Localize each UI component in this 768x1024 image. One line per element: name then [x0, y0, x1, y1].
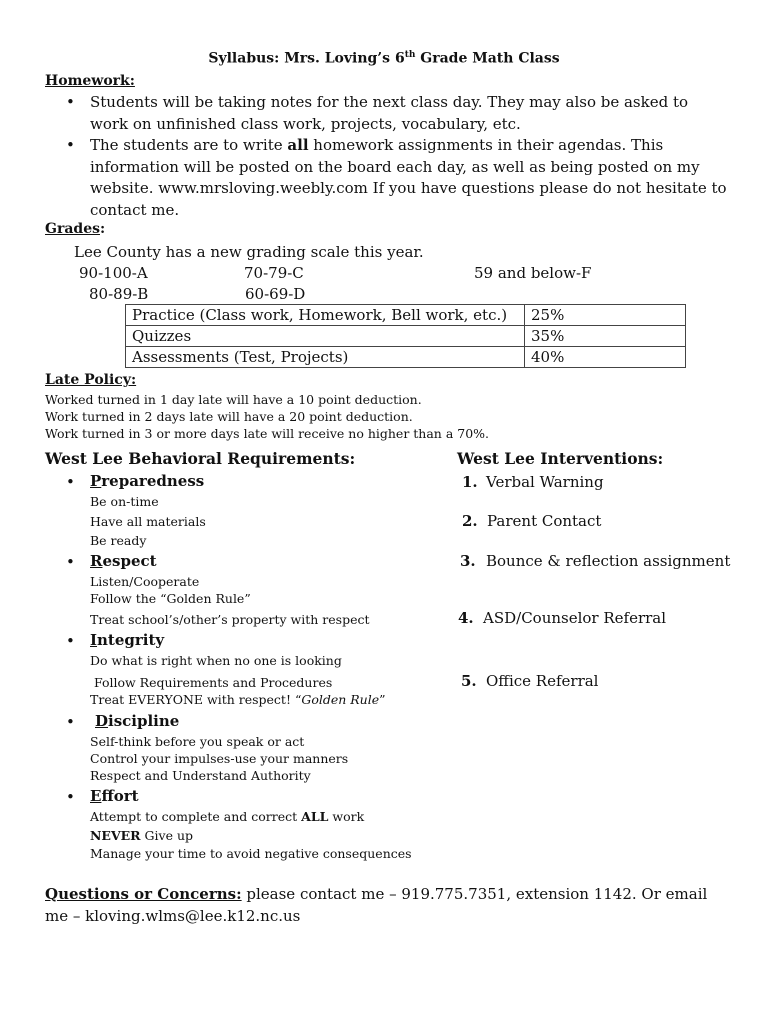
scale-a: 90-100-A — [79, 264, 148, 282]
intervention-item: Office Referral — [486, 672, 599, 690]
category-respect: Respect — [90, 552, 157, 570]
category-preparedness: Preparedness — [90, 472, 205, 490]
intervention-number: 4. — [458, 609, 474, 627]
list-item: Manage your time to avoid negative consequences — [90, 846, 412, 861]
table-row — [126, 326, 686, 347]
list-item: Self-think before you speak or act — [90, 734, 305, 749]
list-item: Treat EVERYONE with respect! “Golden Rule” — [90, 692, 386, 707]
table-cell-weight: 35% — [525, 326, 686, 347]
list-item: Attempt to complete and correct ALL work — [90, 809, 365, 824]
late-policy-line: Work turned in 3 or more days late will receive no higher than a 70%. — [45, 426, 490, 441]
table-cell-weight: 40% — [525, 347, 686, 368]
behavior-heading: West Lee Behavioral Requirements: — [45, 449, 356, 468]
homework-bullet-2: The students are to write all homework assignments in their agendas. This information will be posted on the board each day, as well as being posted on my website. www.mrsloving.weebly.com If you have questions please do not hesitate to contact me. — [90, 136, 727, 219]
intervention-number: 5. — [461, 672, 477, 690]
table-row — [126, 347, 686, 368]
scale-f: 59 and below-F — [474, 264, 592, 282]
homework-heading: Homework: — [45, 73, 135, 89]
intervention-item: Bounce & reflection assignment — [486, 552, 731, 570]
list-item: Treat school’s/other’s property with respect — [90, 612, 370, 627]
intervention-item: Verbal Warning — [486, 473, 604, 491]
list-item: Respect and Understand Authority — [90, 768, 311, 783]
list-item: Have all materials — [90, 514, 206, 529]
list-item: NEVER Give up — [90, 828, 194, 843]
list-item: Do what is right when no one is looking — [90, 653, 342, 668]
grades-heading: Grades: — [45, 221, 106, 237]
grade-weights-table — [125, 304, 686, 368]
bullet-icon: • — [66, 632, 75, 650]
category-integrity: Integrity — [90, 631, 165, 649]
table-cell-weight: 25% — [525, 305, 686, 326]
bullet-icon: • — [66, 788, 75, 806]
intervention-number: 3. — [460, 552, 476, 570]
contact-info: Questions or Concerns: please contact me – 919.775.7351, extension 1142. Or email me – kloving.wlms@lee.k12.nc.us — [45, 885, 708, 925]
table-row — [126, 305, 686, 326]
list-item: Be on-time — [90, 494, 159, 509]
interventions-heading: West Lee Interventions: — [457, 449, 664, 468]
intervention-item: Parent Contact — [487, 512, 602, 530]
bullet-icon: • — [66, 93, 75, 111]
list-item: Control your impulses-use your manners — [90, 751, 349, 766]
grades-intro: Lee County has a new grading scale this year. — [74, 243, 424, 261]
homework-bullet-1: Students will be taking notes for the next class day. They may also be asked to work on unfinished class work, projects, vocabulary, etc. — [90, 93, 689, 133]
list-item: Listen/Cooperate — [90, 574, 200, 589]
bullet-icon: • — [66, 136, 75, 154]
intervention-item: ASD/Counselor Referral — [483, 609, 667, 627]
bullet-icon: • — [66, 713, 75, 731]
list-item: Be ready — [90, 533, 147, 548]
late-policy-line: Worked turned in 1 day late will have a 10 point deduction. — [45, 392, 422, 407]
table-cell-category: Assessments (Test, Projects) — [126, 347, 525, 368]
scale-c: 70-79-C — [244, 264, 304, 282]
intervention-number: 1. — [462, 473, 478, 491]
intervention-number: 2. — [462, 512, 478, 530]
table-cell-category: Practice (Class work, Homework, Bell work, etc.) — [126, 305, 525, 326]
scale-b: 80-89-B — [89, 285, 149, 303]
bullet-icon: • — [66, 473, 75, 491]
list-item: Follow Requirements and Procedures — [90, 675, 333, 690]
category-discipline: Discipline — [95, 712, 180, 730]
late-policy-heading: Late Policy: — [45, 372, 137, 388]
late-policy-line: Work turned in 2 days late will have a 20 point deduction. — [45, 409, 413, 424]
bullet-icon: • — [66, 553, 75, 571]
list-item: Follow the “Golden Rule” — [90, 591, 251, 606]
scale-d: 60-69-D — [245, 285, 306, 303]
table-cell-category: Quizzes — [126, 326, 525, 347]
category-effort: Effort — [90, 787, 139, 805]
page-title: Syllabus: Mrs. Loving’s 6th Grade Math Class — [208, 50, 560, 67]
